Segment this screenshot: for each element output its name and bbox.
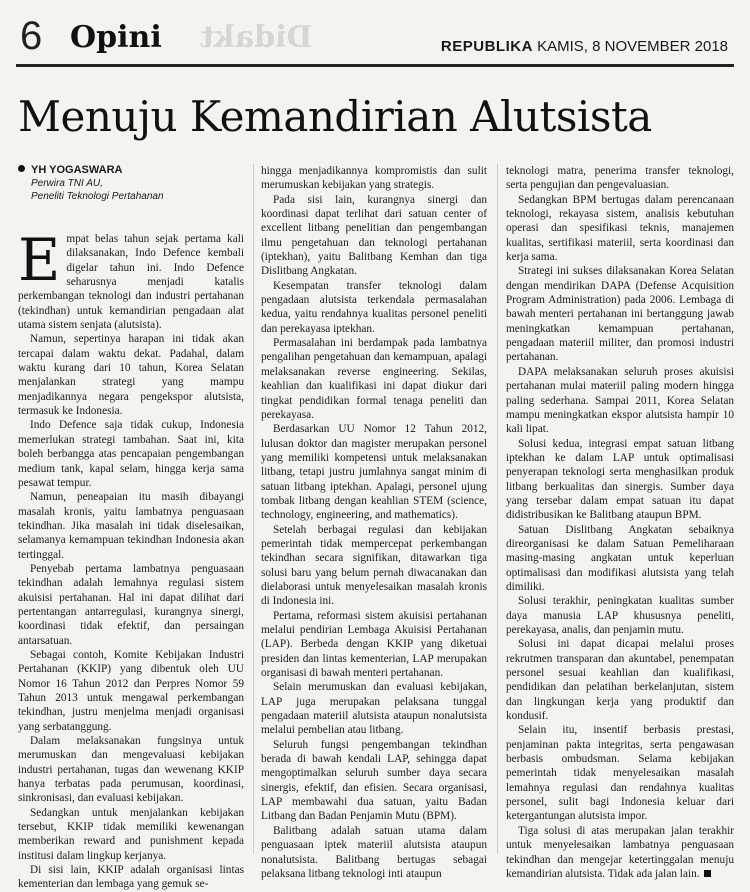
paragraph: Namun, peneapaian itu masih dibayangi masalah kronis, yaitu lambatnya penguasaan tekindhan. Jika masalah ini tidak diselesaikan, selamanya kemampuan tekindhan Indonesia akan tertinggal.	[18, 491, 244, 561]
publication-name: REPUBLIKA	[440, 38, 533, 55]
paragraph: Penyebab pertama lambatnya penguasaan tekindhan adalah lemahnya regulasi sistem akuisisi pertahanan. Hal ini dapat dilihat dari pertentangan antarregulasi, kurangnya sinergi, koordinasi tidak efektif, dan persaingan antarsatuan.	[18, 562, 244, 647]
paragraph: Sebagai contoh, Komite Kebijakan Industri Pertahanan (KKIP) yang dibentuk oleh UU Nomor 16 Tahun 2012 dan Perpres Nomor 59 Tahun 2013 untuk mengawal perkembangan tekindhan, justru menjelma menjadi organisasi yang serbatanggung.	[18, 648, 244, 733]
paragraph: Indo Defence saja tidak cukup, Indonesia memerlukan strategi tambahan. Saat ini, kita boleh berbangga atas pencapaian pengembangan medium tank, kapal selam, hingga kerja sama pesawat tempur.	[18, 419, 244, 489]
paragraph: Namun, sepertinya harapan ini tidak akan tercapai dalam waktu dekat. Padahal, dalam waktu kurang dari 10 tahun, Korea Selatan menjalankan strategi yang mampu menjadikannya negara pengekspor alutsista, termasuk ke Indonesia.	[18, 333, 244, 418]
publication-info	[441, 38, 728, 56]
author-role: Perwira TNI AU,	[31, 178, 103, 189]
section-ghost-text: Didakt	[200, 20, 313, 55]
paragraph: Solusi terakhir, peningkatan kualitas sumber daya manusia LAP khususnya peneliti, perekayasa, analis, dan penjamin mutu.	[506, 595, 734, 636]
paragraph: Sedangkan BPM bertugas dalam perencanaan teknologi, rekayasa sistem, analisis kebutuhan operasi dan spesifikasi teknis, manajemen kualitas, sertifikasi materiil, serta koordinasi dan kerja sama.	[506, 193, 734, 264]
paragraph: hingga menjadikannya kompromistis dan sulit merumuskan kebijakan yang strategis.	[261, 165, 487, 192]
header-rule	[16, 64, 734, 67]
paragraph: Pertama, reformasi sistem akuisisi pertahanan melalui pendirian Lembaga Akuisisi Pertahanan (LAP). Berbeda dengan KKIP yang diketuai presiden dan lintas kementerian, LAP merupakan organisasi di bawah menteri pertahanan.	[261, 609, 487, 680]
paragraph: Setelah berbagai regulasi dan kebijakan pemerintah tidak mempercepat perkembangan tekindhan secara signifikan, ditawarkan tiga solusi baru yang belum pernah diwacanakan dan dielaborasi untuk menyelesaikan masalah kronis di Indonesia ini.	[261, 523, 487, 608]
paragraph: DAPA melaksanakan seluruh proses akuisisi pertahanan mulai materiil paling modern hingga paling sederhana. Sampai 2011, Korea Selatan mampu meningkatkan ekspor alutsista hampir 10 kali lipat.	[506, 365, 734, 436]
paragraph: Pada sisi lain, kurangnya sinergi dan koordinasi dapat terlihat dari satuan center of excellent litbang penelitian dan pengembangan ilmu pengetahuan dan teknologi pertahanan (iptekhan), yaitu Balitbang Kemhan dan tiga Dislitbang Angkatan.	[261, 193, 487, 278]
paragraph: Selain itu, insentif berbasis prestasi, penjaminan pakta integritas, serta pengawasan berbasis ombudsman. Selama kebijakan pemerintah tidak menyelesaikan masalah lemahnya regulasi dan rendahnya kualitas personel, sulit bagi Indonesia keluar dari ketergantungan alutsista impor.	[506, 724, 734, 823]
paragraph: Di sisi lain, KKIP adalah organisasi lintas kementerian dan lembaga yang gemuk se-	[18, 864, 244, 891]
paragraph: Berdasarkan UU Nomor 12 Tahun 2012, lulusan doktor dan magister merupakan personel yang memiliki kompetensi untuk melaksanakan litbang, tetapi justru jumlahnya sangat minim di satuan litbang iptekhan. Apalagi, personel ujung tombak litbang dengan keahlian STEM (science, technology, engineering, and mathematics).	[261, 423, 487, 522]
byline	[18, 164, 248, 203]
paragraph	[506, 824, 734, 881]
paragraph: Selain merumuskan dan evaluasi kebijakan, LAP juga merupakan pelaksana tunggal pengadaan materiil alutsista ataupun nonalutsista melalui pembelian atau litbang.	[261, 681, 487, 737]
end-mark-icon	[704, 870, 711, 877]
paragraph: teknologi matra, penerima transfer teknologi, serta pengujian dan pengevaluasian.	[506, 165, 734, 192]
paragraph: Strategi ini sukses dilaksanakan Korea Selatan dengan mendirikan DAPA (Defense Acquisition Program Administration) pada 2006. Lembaga di bawah menteri pertahanan ini bertanggung jawab meningkatkan kemampuan pertahanan, pengadaan materiil militer, dan promosi industri pertahanan.	[506, 265, 734, 364]
paragraph: Dalam melaksanakan fungsinya untuk merumuskan dan mengevaluasi kebijakan industri pertahanan, tugas dan wewenang KKIP hanya terbatas pada perumusan, koordinasi, sinkronisasi, dan evaluasi kebijakan.	[18, 735, 244, 805]
column-divider	[497, 164, 498, 854]
publication-date: KAMIS, 8 NOVEMBER 2018	[537, 38, 728, 55]
paragraph: Balitbang adalah satuan utama dalam penguasaan iptek materiil alutsista ataupun nonalutsista. Balitbang bertugas sebagai pelaksana litbang teknologi inti ataupun	[261, 824, 487, 880]
paragraph: Solusi ini dapat dicapai melalui proses rekrutmen transparan dan akuntabel, penempatan personel sesuai keahlian dan kualifikasi, pendidikan dan pelatihan berkelanjutan, sistem dan lingkungan kerja yang produktif dan kondusif.	[506, 638, 734, 723]
final-paragraph-text: Tiga solusi di atas merupakan jalan terakhir untuk menyelesaikan lambatnya penguasaan tekindhan dan mengejar ketertinggalan menuju kemandirian alutsista. Tidak ada jalan lain.	[506, 824, 734, 880]
paragraph: Solusi kedua, integrasi empat satuan litbang iptekhan ke dalam LAP untuk optimalisasi penyerapan teknologi serta menghasilkan produk litbang berkualitas dan sinergis. Sumber daya yang tersebar dalam empat satuan itu dapat didistribusikan ke Balitbang ataupun BPM.	[506, 437, 734, 522]
column-divider	[253, 164, 254, 854]
author-role: Peneliti Teknologi Pertahanan	[31, 191, 164, 202]
paragraph: Sedangkan untuk menjalankan kebijakan tersebut, KKIP tidak memiliki kewenangan memberikan reward and punishment kepada institusi dalam lingkup kerjanya.	[18, 806, 244, 862]
article-column-3	[506, 164, 734, 880]
paragraph: Kesempatan transfer teknologi dalam pengadaan alutsista terkendala permasalahan kedua, yaitu rendahnya kualitas personel peneliti dan perekayasa iptekhan.	[261, 279, 487, 335]
drop-cap: E	[18, 226, 61, 294]
page-header	[14, 8, 736, 64]
page-number: 6	[20, 14, 43, 58]
article-headline: Menuju Kemandirian Alutsista	[18, 92, 652, 141]
author-name: YH YOGASWARA	[31, 164, 123, 176]
section-name: Opini	[70, 20, 162, 55]
bullet-icon	[18, 165, 25, 172]
paragraph: Permasalahan ini berdampak pada lambatnya pengalihan pengetahuan dan kemampuan, apalagi melaksanakan reverse engineering. Sekilas, keahlian dan kualifikasi ini dapat diukur dari tingkat pendidikan formal tenaga peneliti dan perekayasa.	[261, 337, 487, 421]
article-column-2	[261, 164, 487, 880]
paragraph: mpat belas tahun sejak pertama kali dilaksanakan, Indo Defence kembali digelar tahun ini. Indo Defence seharusnya menjadi katalis perkembangan teknologi dan industri pertahanan (tekindhan) untuk kemandirian pengadaan alat utama sistem senjata (alutsista).	[18, 233, 244, 332]
article-column-1	[18, 226, 244, 891]
paragraph: Satuan Dislitbang Angkatan sebaiknya direorganisasi ke dalam Satuan Pemeliharaan masing-masing angkatan untuk keperluan optimalisasi dan modifikasi alutsista yang telah dimiliki.	[506, 523, 734, 593]
paragraph: Seluruh fungsi pengembangan tekindhan berada di bawah kendali LAP, sehingga dapat mengoptimalkan seluruh sumber daya secara sinergis, efektif, dan efisien. Secara organisasi, LAP membawahi dua satuan, yaitu Badan Litbang dan Badan Penjamin Mutu (BPM).	[261, 738, 487, 823]
